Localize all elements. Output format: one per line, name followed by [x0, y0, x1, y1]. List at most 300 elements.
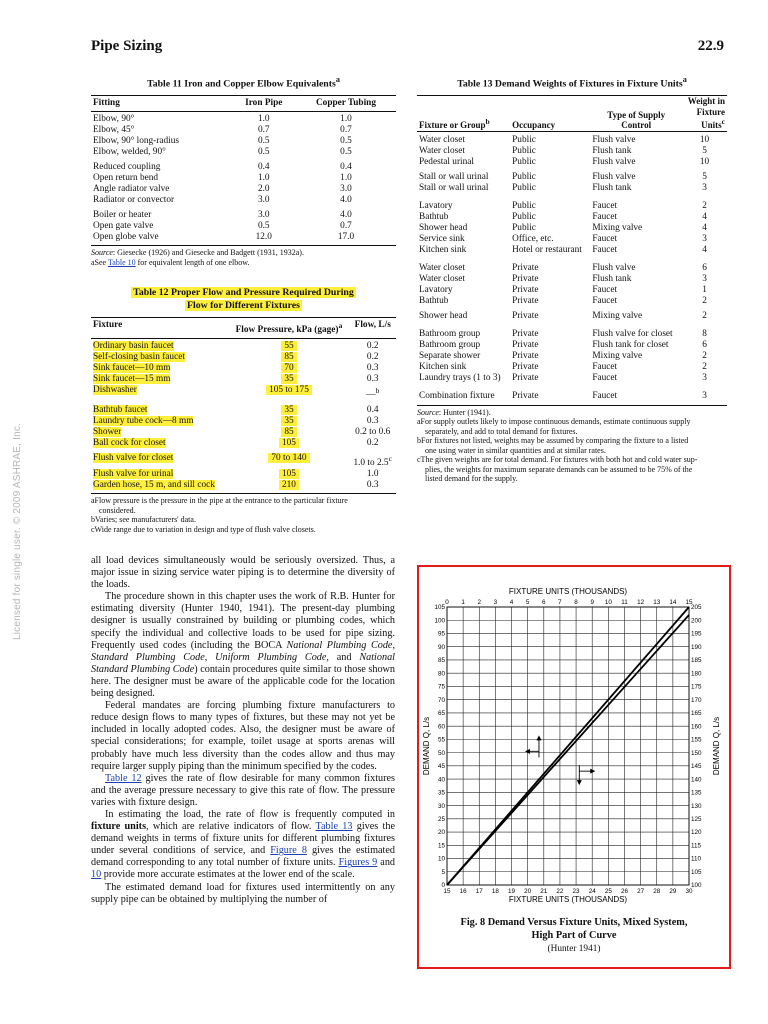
- table-cell: 1.0: [257, 173, 270, 184]
- table-cell: 35: [228, 416, 349, 427]
- table-12-caption: Table 12 Proper Flow and Pressure Required During Flow for Different Fixtures: [133, 287, 354, 311]
- bottom-tick-label: 28: [653, 888, 661, 895]
- left-tick-label: 50: [437, 749, 445, 757]
- table-10-link[interactable]: Table 10: [107, 257, 136, 267]
- table-cell: 2: [702, 295, 707, 306]
- table-cell: Private: [512, 284, 539, 295]
- table-row: [91, 374, 396, 385]
- left-tick-label: 85: [437, 657, 445, 665]
- top-tick-label: 8: [574, 599, 578, 606]
- arrow-head-up: [536, 735, 541, 740]
- page-number: 22.9: [697, 38, 724, 54]
- table-cell: Faucet: [592, 295, 618, 306]
- table-cell: 0.4: [257, 162, 270, 173]
- table-cell: Faucet: [592, 390, 618, 401]
- paragraph: Federal mandates are forcing plumbing fixture manufacturers to reduce design flows to many types of fixtures, but these may not yet be included in locally adopted codes. Also, the designer must be aware of special considerations; for example, toilet usage at sports arenas will probably have much less diversity than the codes allow and thus may require larger supply piping than the minimum specified by the codes.: [91, 700, 395, 772]
- table-cell: Self-closing basin faucet: [93, 352, 185, 363]
- table-row: [417, 212, 727, 223]
- table-cell: Public: [512, 200, 536, 211]
- table-13-caption: Table 13 Demand Weights of Fixtures in Fixture Units$^a$: [457, 75, 687, 90]
- table-cell: 3.0: [257, 210, 270, 221]
- table-cell: 0.5: [340, 147, 352, 158]
- table-cell: 0.5: [257, 147, 270, 158]
- table-cell: Public: [512, 134, 536, 145]
- table-cell: Bathtub faucet: [93, 405, 148, 416]
- top-axis-label: FIXTURE UNITS (THOUSANDS): [508, 587, 628, 596]
- table-cell: Office, etc.: [512, 233, 554, 244]
- table-row: [91, 469, 396, 480]
- table-13-notes: Source: Hunter (1941). aFor supply outlets likely to impose continuous demands, estimate continuous supply separately, and add to total demand for fixtures. bFor fixtures not listed, weights may be assumed by comparing the fixture to a listed one using water in similar quantities and at similar rates. cThe given weights are for total demand. For fixtures with both hot and cold water sup- plies, the weights for maximum separate demands can be assumed to be 75% of the listed demand for the supply.: [417, 407, 698, 484]
- table-cell: 1.0: [257, 114, 270, 125]
- table-row: [91, 136, 396, 147]
- table-cell: 0.3: [366, 416, 379, 427]
- table-cell: Flush tank: [592, 145, 632, 156]
- table-13: [417, 75, 727, 484]
- table-cell: Boiler or heater: [93, 210, 152, 221]
- table-row: [91, 363, 396, 374]
- table-12-link[interactable]: Table 12: [105, 772, 142, 784]
- paragraph: all load devices simultaneously would be seriously oversized. Thus, a major issue in sizing service water piping is to determine the diversity of the loads.: [91, 555, 395, 591]
- table-cell: Public: [512, 156, 536, 167]
- table-cell: Bathtub: [419, 295, 449, 306]
- table-cell: 10: [699, 134, 710, 145]
- table-cell: Elbow, 90° long-radius: [93, 136, 180, 147]
- right-tick-label: 175: [691, 683, 702, 691]
- left-tick-label: 105: [434, 604, 445, 612]
- table-row: [417, 234, 727, 245]
- table-cell: Private: [512, 361, 539, 372]
- top-tick-label: 5: [525, 599, 530, 606]
- table-row: [417, 256, 727, 274]
- right-tick-label: 100: [691, 882, 702, 890]
- top-tick-label: 4: [509, 599, 514, 606]
- bottom-tick-label: 24: [588, 888, 596, 895]
- table-cell: Sink faucet—10 mm: [93, 363, 171, 374]
- table-cell: Private: [512, 372, 539, 383]
- right-tick-label: 135: [691, 789, 702, 797]
- right-tick-label: 140: [691, 776, 702, 784]
- demand-vs-fixture-units-chart: [419, 567, 729, 912]
- table-cell: Private: [512, 339, 539, 350]
- top-tick-label: 13: [653, 599, 661, 606]
- table-row: [417, 168, 727, 183]
- left-tick-label: 10: [437, 855, 445, 863]
- table-cell: Water closet: [419, 262, 465, 273]
- right-tick-label: 160: [691, 723, 702, 731]
- column-header: Flow, L/s: [349, 318, 396, 339]
- table-row: [417, 384, 727, 406]
- column-header: Type of Supply Control: [590, 96, 682, 132]
- column-header: Fitting: [91, 96, 232, 112]
- table-12: [91, 286, 396, 534]
- curve-15-30-thousand: [447, 607, 689, 885]
- table-11-notes: Source: Giesecke (1926) and Giesecke and Badgett (1931, 1932a). aSee Table 10 for equivalent length of one elbow.: [91, 248, 304, 267]
- table-cell: 5: [702, 171, 707, 182]
- table-cell: Bathtub: [419, 211, 449, 222]
- arrow-head-down: [577, 780, 582, 785]
- left-tick-label: 35: [437, 789, 445, 797]
- figure-9-link[interactable]: Figures 9: [338, 857, 378, 869]
- column-header: Copper Tubing: [296, 96, 396, 112]
- body-text: [91, 555, 395, 906]
- table-cell: Lavatory: [419, 284, 453, 295]
- bottom-tick-label: 26: [620, 888, 628, 895]
- left-tick-label: 60: [437, 723, 445, 731]
- bottom-tick-label: 20: [524, 888, 532, 895]
- table-cell: 35: [228, 374, 349, 385]
- table-cell: Combination fixture: [419, 390, 495, 401]
- table-row: [417, 362, 727, 373]
- table-cell: Elbow, 90°: [93, 114, 135, 125]
- table-cell: Private: [512, 328, 539, 339]
- right-tick-label: 120: [691, 829, 702, 837]
- table-row: [417, 245, 727, 256]
- left-tick-label: 5: [441, 868, 445, 876]
- table-cell: 1.0: [340, 173, 352, 184]
- left-tick-label: 80: [437, 670, 445, 678]
- table-13-grid: [417, 95, 727, 406]
- column-header: Occupancy: [510, 96, 590, 132]
- table-cell: 0.3: [366, 374, 379, 385]
- table-cell: 4: [702, 211, 707, 222]
- paragraph: Table 12 gives the rate of flow desirable for many common fixtures and the average pressure necessary to give this rate of flow. The pressure varies with fixture design.: [91, 772, 395, 808]
- left-tick-label: 95: [437, 630, 445, 638]
- column-header: Fixture: [91, 318, 228, 339]
- bottom-tick-label: 29: [669, 888, 677, 895]
- table-row: [91, 401, 396, 416]
- figure-credit: (Hunter 1941): [547, 944, 601, 954]
- table-cell: Kitchen sink: [419, 361, 467, 372]
- table-cell: —$^b$: [366, 386, 380, 401]
- table-cell: 3: [702, 182, 707, 193]
- table-cell: Private: [512, 262, 539, 273]
- figure-8-link[interactable]: Figure 8: [270, 845, 307, 857]
- bottom-tick-label: 30: [685, 888, 693, 895]
- right-axis-label: DEMAND Q, L/s: [712, 716, 721, 776]
- table-cell: 6: [702, 262, 707, 273]
- table-row: [417, 157, 727, 168]
- table-cell: 2: [702, 310, 707, 321]
- table-cell: 1: [702, 284, 707, 295]
- table-row: [417, 351, 727, 362]
- left-tick-label: 75: [437, 683, 445, 691]
- table-cell: Shower head: [419, 222, 468, 233]
- table-cell: 0.7: [340, 221, 352, 232]
- table-cell: Radiator or convector: [93, 195, 175, 206]
- left-tick-label: 40: [437, 776, 445, 784]
- table-13-link[interactable]: Table 13: [315, 821, 353, 833]
- table-cell: Angle radiator valve: [93, 184, 170, 195]
- table-cell: Shower head: [419, 310, 468, 321]
- table-cell: 0.2 to 0.6: [355, 427, 391, 438]
- table-cell: 4: [702, 222, 707, 233]
- right-tick-label: 115: [691, 842, 702, 850]
- table-cell: Water closet: [419, 273, 465, 284]
- table-cell: 70 to 140: [228, 449, 349, 469]
- table-cell: 1.0: [366, 469, 379, 480]
- table-cell: 0.2: [366, 341, 379, 352]
- table-row: [417, 146, 727, 157]
- table-cell: 70: [228, 363, 349, 374]
- table-row: [91, 112, 396, 126]
- table-row: [91, 427, 396, 438]
- top-tick-label: 10: [604, 599, 612, 606]
- bottom-tick-label: 23: [572, 888, 580, 895]
- figure-caption: Fig. 8 Demand Versus Fixture Units, Mixed System, High Part of Curve: [460, 917, 688, 941]
- table-cell: 0.2: [366, 352, 379, 363]
- table-cell: 2: [702, 200, 707, 211]
- left-axis-label: DEMAND Q, L/s: [422, 716, 431, 776]
- table-cell: Mixing valve: [592, 350, 643, 361]
- table-cell: 0.5: [257, 221, 270, 232]
- table-cell: Flush valve for closet: [592, 328, 673, 339]
- top-tick-label: 11: [621, 599, 628, 606]
- paragraph: In estimating the load, the rate of flow is frequently computed in fixture units, which are relative indicators of flow. Table 13 gives the demand weights in terms of fixture units for different plumbing fixtures under several conditions of service, and Figure 8 gives the estimated demand corresponding to any total number of fixture units. Figures 9 and 10 provide more accurate estimates at the lower end of the scale.: [91, 808, 396, 881]
- table-cell: Faucet: [592, 211, 618, 222]
- table-row: [417, 307, 727, 322]
- running-header-title: Pipe Sizing: [91, 38, 163, 54]
- top-tick-label: 9: [590, 599, 594, 606]
- top-tick-label: 6: [542, 599, 546, 606]
- top-tick-label: 7: [558, 599, 562, 606]
- table-row: [91, 173, 396, 184]
- table-cell: Ordinary basin faucet: [93, 341, 174, 352]
- table-cell: 0.3: [366, 363, 379, 374]
- table-row: [91, 416, 396, 427]
- table-cell: Faucet: [592, 233, 618, 244]
- bottom-axis-label: FIXTURE UNITS (THOUSANDS): [508, 895, 628, 904]
- top-tick-label: 2: [477, 599, 482, 606]
- left-tick-label: 30: [437, 802, 445, 810]
- table-cell: Faucet: [592, 361, 618, 372]
- table-cell: Private: [512, 273, 539, 284]
- table-cell: 4: [702, 244, 707, 255]
- table-cell: Open gate valve: [93, 221, 154, 232]
- table-cell: 0.5: [340, 136, 352, 147]
- table-cell: 2.0: [257, 184, 270, 195]
- table-cell: 55: [228, 339, 349, 353]
- table-cell: 0.7: [257, 125, 270, 136]
- table-cell: 0.4: [340, 162, 352, 173]
- table-cell: 4.0: [340, 195, 352, 206]
- table-row: [91, 195, 396, 206]
- table-cell: 105: [228, 469, 349, 480]
- table-cell: Flush valve: [592, 156, 636, 167]
- table-row: [91, 221, 396, 232]
- table-cell: Dishwasher: [93, 385, 137, 396]
- table-cell: 85: [228, 352, 349, 363]
- right-tick-label: 145: [691, 763, 702, 771]
- left-tick-label: 55: [437, 736, 445, 744]
- table-cell: Public: [512, 171, 536, 182]
- left-tick-label: 25: [437, 816, 445, 824]
- table-cell: Public: [512, 211, 536, 222]
- table-cell: Bathroom group: [419, 339, 481, 350]
- table-cell: 1.0 to 2.5$^c$: [353, 454, 393, 469]
- right-tick-label: 180: [691, 670, 702, 678]
- table-cell: Service sink: [419, 233, 465, 244]
- table-row: [91, 232, 396, 246]
- table-cell: 1.0: [340, 114, 352, 125]
- right-tick-label: 155: [691, 736, 702, 744]
- right-tick-label: 205: [691, 604, 702, 612]
- table-cell: 2: [702, 350, 707, 361]
- table-cell: Water closet: [419, 145, 465, 156]
- table-cell: 0.5: [257, 136, 270, 147]
- table-cell: Private: [512, 390, 539, 401]
- table-cell: 3: [702, 390, 707, 401]
- table-cell: 3: [702, 233, 707, 244]
- bottom-tick-label: 22: [556, 888, 564, 895]
- table-cell: Public: [512, 182, 536, 193]
- table-cell: Mixing valve: [592, 222, 643, 233]
- table-row: [91, 158, 396, 173]
- table-cell: Garden hose, 15 m, and sill cock: [93, 480, 215, 491]
- table-cell: Private: [512, 350, 539, 361]
- top-tick-label: 12: [637, 599, 645, 606]
- table-cell: 105: [228, 438, 349, 449]
- table-12-notes: aFlow pressure is the pressure in the pipe at the entrance to the particular fixture considered. bVaries; see manufacturers' data. cWide range due to variation in design and type of flush valve closets.: [91, 496, 348, 534]
- arrow-head-right: [590, 769, 595, 774]
- table-cell: 3: [702, 273, 707, 284]
- left-tick-label: 45: [437, 763, 445, 771]
- column-header: Weight in Fixture Units$^c$: [682, 96, 727, 132]
- table-row: [91, 438, 396, 449]
- table-row: [91, 147, 396, 158]
- table-row: [91, 480, 396, 494]
- table-row: [417, 322, 727, 340]
- table-cell: Kitchen sink: [419, 244, 467, 255]
- table-cell: Flush tank: [592, 182, 632, 193]
- table-cell: 2: [702, 361, 707, 372]
- table-cell: 0.7: [340, 125, 352, 136]
- left-tick-label: 100: [434, 617, 445, 625]
- table-cell: Public: [512, 145, 536, 156]
- right-tick-label: 190: [691, 643, 702, 651]
- table-11: [91, 75, 396, 267]
- table-cell: 105 to 175: [228, 385, 349, 401]
- table-cell: 210: [228, 480, 349, 494]
- table-cell: Lavatory: [419, 200, 453, 211]
- table-cell: 0.3: [366, 480, 379, 491]
- table-row: [417, 296, 727, 307]
- bottom-tick-label: 25: [604, 888, 612, 895]
- table-cell: 3: [702, 372, 707, 383]
- table-row: [417, 274, 727, 285]
- table-cell: 4.0: [340, 210, 352, 221]
- right-tick-label: 125: [691, 816, 702, 824]
- table-cell: Public: [512, 222, 536, 233]
- table-row: [91, 385, 396, 401]
- left-tick-label: 0: [441, 882, 445, 890]
- table-cell: Faucet: [592, 200, 618, 211]
- bottom-tick-label: 18: [491, 888, 499, 895]
- paragraph: The estimated demand load for fixtures used intermittently on any supply pipe can be obtained by multiplying the number of: [91, 881, 395, 905]
- table-cell: Sink faucet—15 mm: [93, 374, 171, 385]
- left-tick-label: 65: [437, 710, 445, 718]
- table-cell: Flush valve for closet: [93, 453, 174, 464]
- table-cell: Flush valve: [592, 262, 636, 273]
- table-cell: Stall or wall urinal: [419, 182, 489, 193]
- table-cell: Faucet: [592, 244, 618, 255]
- top-tick-label: 0: [445, 599, 449, 606]
- table-cell: 0.4: [366, 405, 379, 416]
- table-cell: Elbow, 45°: [93, 125, 135, 136]
- top-tick-label: 14: [669, 599, 677, 606]
- table-row: [417, 223, 727, 234]
- table-cell: Flush valve: [592, 171, 636, 182]
- table-cell: Reduced coupling: [93, 162, 161, 173]
- table-cell: 85: [228, 427, 349, 438]
- table-cell: Private: [512, 295, 539, 306]
- table-cell: 35: [228, 401, 349, 416]
- table-row: [417, 340, 727, 351]
- table-row: [91, 184, 396, 195]
- table-row: [91, 125, 396, 136]
- top-tick-label: 15: [685, 599, 693, 606]
- right-tick-label: 110: [691, 855, 702, 863]
- table-cell: Faucet: [592, 372, 618, 383]
- right-tick-label: 150: [691, 749, 702, 757]
- top-tick-label: 1: [461, 599, 465, 606]
- table-cell: Mixing valve: [592, 310, 643, 321]
- bottom-tick-label: 17: [475, 888, 483, 895]
- table-cell: 12.0: [255, 232, 272, 243]
- table-row: [417, 373, 727, 384]
- table-row: [417, 194, 727, 212]
- table-cell: Private: [512, 310, 539, 321]
- table-cell: Flush valve: [592, 134, 636, 145]
- table-cell: 3.0: [340, 184, 352, 195]
- column-header: Fixture or Group$^b$: [417, 96, 510, 132]
- table-cell: Laundry tube cock—8 mm: [93, 416, 194, 427]
- right-tick-label: 200: [691, 617, 702, 625]
- table-cell: Flush tank: [592, 273, 632, 284]
- column-header: Flow Pressure, kPa (gage)$^a$: [228, 318, 349, 339]
- right-tick-label: 105: [691, 868, 702, 876]
- left-tick-label: 90: [437, 643, 445, 651]
- table-cell: 0.2: [366, 438, 379, 449]
- table-cell: Flush tank for closet: [592, 339, 669, 350]
- table-cell: Flush valve for urinal: [93, 469, 174, 480]
- table-cell: 3.0: [257, 195, 270, 206]
- table-cell: 8: [702, 328, 707, 339]
- bottom-tick-label: 16: [459, 888, 467, 895]
- table-11-grid: [91, 95, 396, 246]
- right-tick-label: 170: [691, 696, 702, 704]
- table-cell: Pedestal urinal: [419, 156, 474, 167]
- table-cell: Shower: [93, 427, 122, 438]
- table-cell: Bathroom group: [419, 328, 481, 339]
- figure-10-link[interactable]: 10: [91, 869, 102, 881]
- table-row: [417, 183, 727, 194]
- right-tick-label: 195: [691, 630, 702, 638]
- table-12-grid: [91, 317, 396, 494]
- bottom-tick-label: 15: [443, 888, 451, 895]
- right-tick-label: 165: [691, 710, 702, 718]
- table-row: [91, 449, 396, 469]
- bottom-tick-label: 21: [540, 888, 548, 895]
- table-cell: Ball cock for closet: [93, 438, 166, 449]
- column-header: Iron Pipe: [232, 96, 296, 112]
- left-tick-label: 15: [437, 842, 445, 850]
- table-cell: 6: [702, 339, 707, 350]
- table-row: [417, 131, 727, 146]
- right-tick-label: 185: [691, 657, 702, 665]
- left-tick-label: 70: [437, 696, 445, 704]
- table-cell: Stall or wall urinal: [419, 171, 489, 182]
- table-cell: Faucet: [592, 284, 618, 295]
